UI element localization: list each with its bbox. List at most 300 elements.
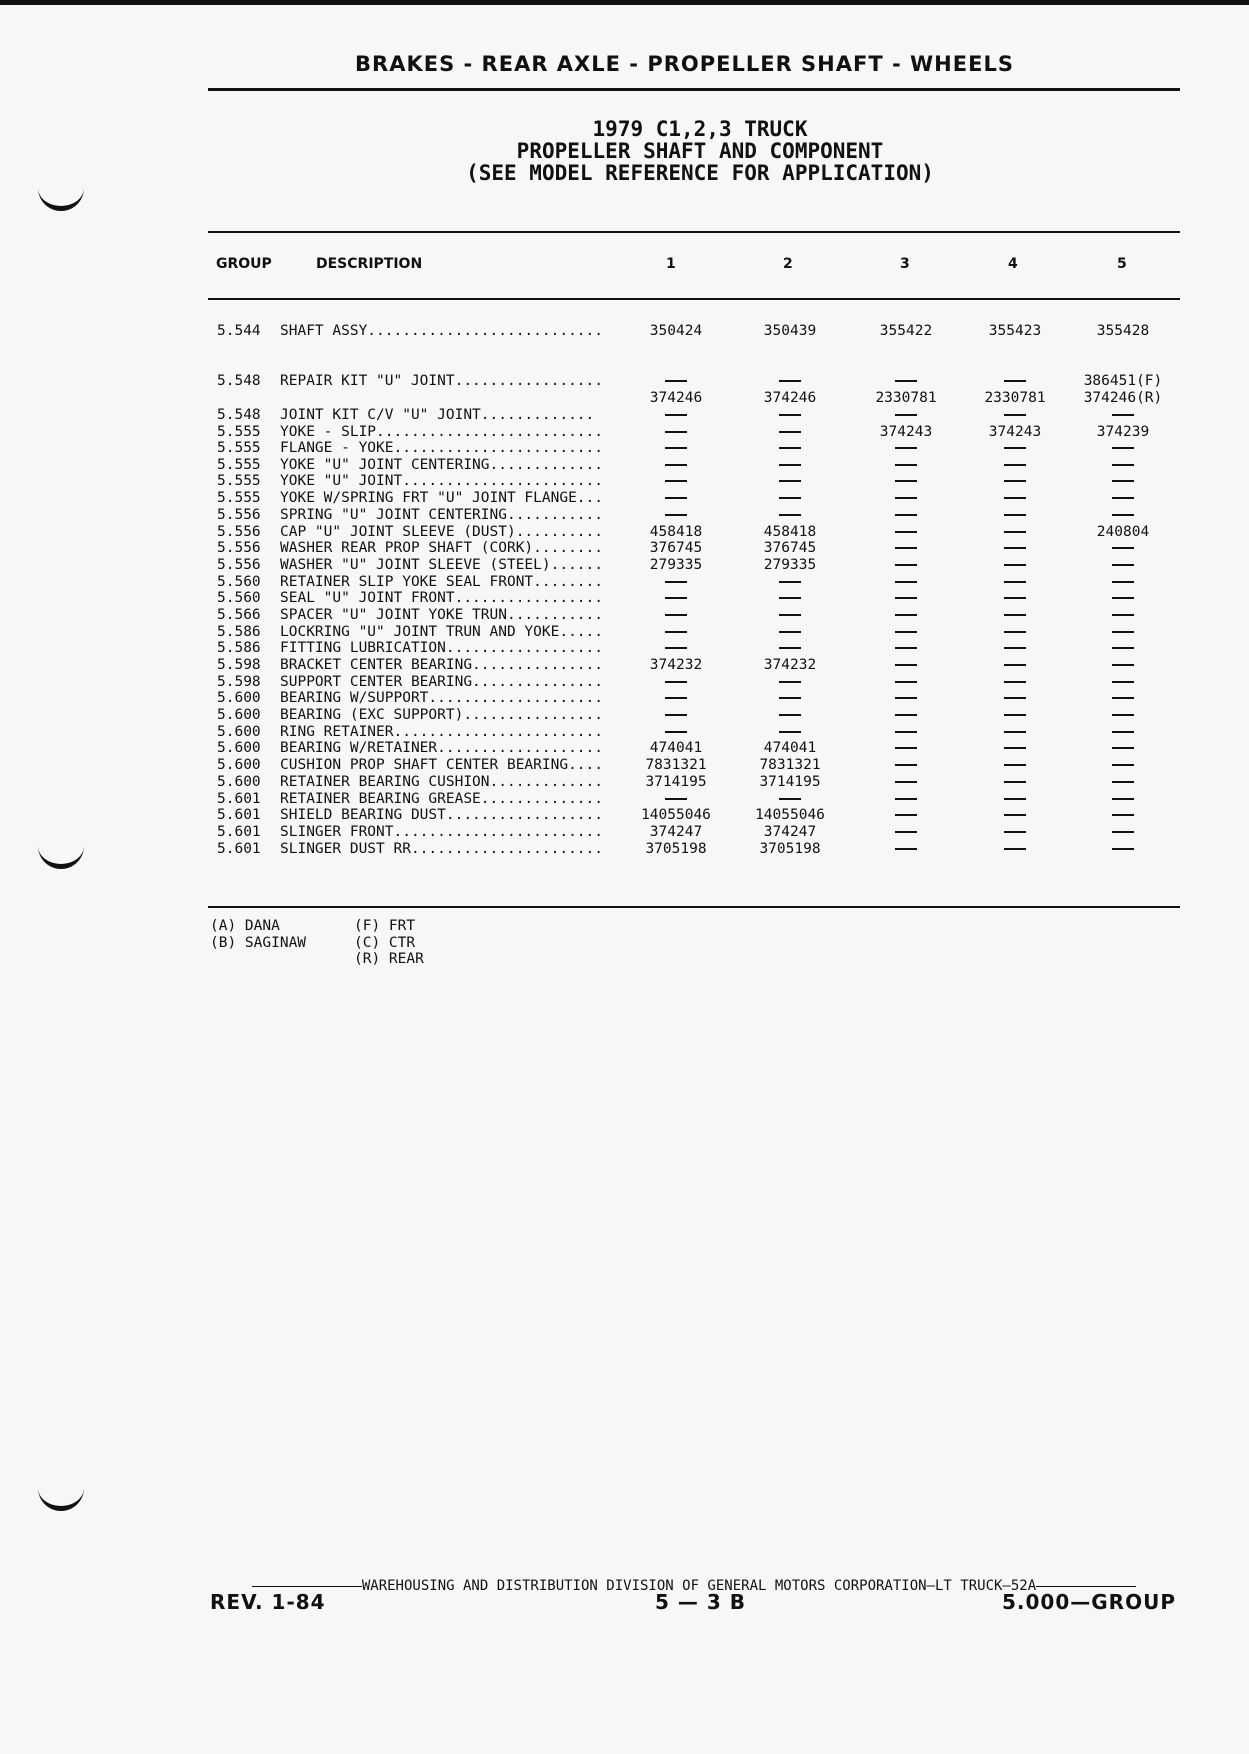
not-applicable-dash: [846, 690, 966, 706]
dash-mark: [1004, 664, 1026, 666]
row-group: 5.556: [217, 524, 261, 540]
row-group: 5.601: [217, 841, 261, 857]
part-number-cell: 458418: [649, 524, 703, 540]
part-number-cell: 2330781: [875, 390, 937, 406]
not-applicable-dash: [616, 724, 736, 740]
note-line: (B) SAGINAW: [210, 934, 307, 951]
dash-mark: [665, 581, 687, 583]
not-applicable-dash: [846, 791, 966, 807]
footer-revision: REV. 1-84: [210, 1590, 326, 1614]
dash-mark: [1112, 547, 1134, 549]
dash-mark: [665, 798, 687, 800]
not-applicable-dash: [846, 457, 966, 473]
row-description: BEARING W/RETAINER...................: [280, 740, 604, 756]
not-applicable-dash: [846, 740, 966, 756]
part-number-cell: 355428: [1096, 323, 1150, 339]
not-applicable-dash: [846, 707, 966, 723]
not-applicable-dash: [1063, 607, 1183, 623]
not-applicable-dash: [846, 490, 966, 506]
dash-mark: [1112, 681, 1134, 683]
not-applicable-dash: [1063, 791, 1183, 807]
not-applicable-dash: [846, 657, 966, 673]
dash-mark: [895, 380, 917, 382]
dash-mark: [1112, 597, 1134, 599]
not-applicable-dash: [730, 473, 850, 489]
row-group: 5.600: [217, 707, 261, 723]
dash-mark: [1004, 747, 1026, 749]
table-row: [0, 690, 1249, 707]
not-applicable-dash: [846, 724, 966, 740]
not-applicable-dash: [616, 473, 736, 489]
dash-mark: [1004, 714, 1026, 716]
dash-mark: [1004, 531, 1026, 533]
row-description: JOINT KIT C/V "U" JOINT.............: [280, 407, 595, 423]
part-number-cell: 279335: [649, 557, 703, 573]
dash-mark: [779, 480, 801, 482]
row-description: SEAL "U" JOINT FRONT.................: [280, 590, 604, 606]
dash-mark: [895, 414, 917, 416]
not-applicable-dash: [846, 507, 966, 523]
dash-mark: [1004, 514, 1026, 516]
part-number-cell: 474041: [649, 740, 703, 756]
row-group: 5.560: [217, 574, 261, 590]
not-applicable-dash: [616, 791, 736, 807]
dash-mark: [895, 581, 917, 583]
not-applicable-dash: [955, 774, 1075, 790]
not-applicable-dash: [955, 507, 1075, 523]
dash-mark: [665, 414, 687, 416]
not-applicable-dash: [846, 407, 966, 423]
part-number-cell: 458418: [763, 524, 817, 540]
dash-mark: [1004, 614, 1026, 616]
dash-mark: [779, 631, 801, 633]
dash-mark: [779, 647, 801, 649]
table-row: [0, 373, 1249, 390]
header-rule: [208, 88, 1180, 91]
dash-mark: [665, 614, 687, 616]
not-applicable-dash: [955, 690, 1075, 706]
dash-mark: [1112, 480, 1134, 482]
row-description: LOCKRING "U" JOINT TRUN AND YOKE.....: [280, 624, 604, 640]
row-description: SHIELD BEARING DUST..................: [280, 807, 604, 823]
part-number-cell: 376745: [649, 540, 703, 556]
not-applicable-dash: [955, 824, 1075, 840]
not-applicable-dash: [846, 540, 966, 556]
row-description: SLINGER DUST RR......................: [280, 841, 604, 857]
part-number-cell: 374246: [763, 390, 817, 406]
note-line: (C) CTR: [354, 934, 416, 951]
not-applicable-dash: [846, 557, 966, 573]
part-number-cell: 279335: [763, 557, 817, 573]
dash-mark: [1004, 547, 1026, 549]
dash-mark: [665, 681, 687, 683]
dash-mark: [779, 681, 801, 683]
column-header-4: 4: [1008, 256, 1018, 272]
dash-mark: [895, 564, 917, 566]
dash-mark: [665, 631, 687, 633]
dash-mark: [1004, 380, 1026, 382]
row-description: CAP "U" JOINT SLEEVE (DUST)..........: [280, 524, 604, 540]
not-applicable-dash: [955, 807, 1075, 823]
dash-mark: [1004, 414, 1026, 416]
row-description: SPACER "U" JOINT YOKE TRUN...........: [280, 607, 604, 623]
dash-mark: [895, 447, 917, 449]
not-applicable-dash: [846, 590, 966, 606]
row-group: 5.555: [217, 490, 261, 506]
row-description: BEARING W/SUPPORT....................: [280, 690, 604, 706]
footer-group: 5.000—GROUP: [1002, 1590, 1176, 1614]
dash-mark: [895, 464, 917, 466]
not-applicable-dash: [616, 607, 736, 623]
table-row: [0, 707, 1249, 724]
row-group: 5.601: [217, 791, 261, 807]
not-applicable-dash: [955, 674, 1075, 690]
part-number-cell: 3714195: [759, 774, 821, 790]
column-header-5: 5: [1117, 256, 1127, 272]
row-group: 5.600: [217, 690, 261, 706]
dash-mark: [779, 581, 801, 583]
dash-mark: [1112, 831, 1134, 833]
row-description: REPAIR KIT "U" JOINT.................: [280, 373, 604, 389]
dash-mark: [895, 547, 917, 549]
not-applicable-dash: [730, 590, 850, 606]
not-applicable-dash: [1063, 440, 1183, 456]
dash-mark: [779, 614, 801, 616]
not-applicable-dash: [955, 707, 1075, 723]
dash-mark: [1112, 564, 1134, 566]
dash-mark: [665, 431, 687, 433]
dash-mark: [1004, 798, 1026, 800]
not-applicable-dash: [955, 457, 1075, 473]
not-applicable-dash: [1063, 657, 1183, 673]
not-applicable-dash: [846, 574, 966, 590]
dash-mark: [1112, 414, 1134, 416]
dash-mark: [895, 514, 917, 516]
dash-mark: [1004, 447, 1026, 449]
dash-mark: [1112, 764, 1134, 766]
part-number-cell: 7831321: [645, 757, 707, 773]
not-applicable-dash: [955, 557, 1075, 573]
table-row: [0, 524, 1249, 541]
table-row: [0, 624, 1249, 641]
not-applicable-dash: [846, 440, 966, 456]
not-applicable-dash: [955, 757, 1075, 773]
not-applicable-dash: [616, 640, 736, 656]
dash-mark: [895, 531, 917, 533]
row-group: 5.555: [217, 440, 261, 456]
not-applicable-dash: [955, 574, 1075, 590]
part-number-cell: 374246: [649, 390, 703, 406]
not-applicable-dash: [846, 373, 966, 389]
row-group: 5.600: [217, 724, 261, 740]
part-number-cell: 350439: [763, 323, 817, 339]
dash-mark: [1112, 714, 1134, 716]
row-group: 5.586: [217, 640, 261, 656]
row-group: 5.566: [217, 607, 261, 623]
row-group: 5.548: [217, 407, 261, 423]
not-applicable-dash: [846, 624, 966, 640]
not-applicable-dash: [955, 657, 1075, 673]
part-number-cell: 3705198: [759, 841, 821, 857]
not-applicable-dash: [730, 607, 850, 623]
row-description: RETAINER BEARING GREASE..............: [280, 791, 604, 807]
not-applicable-dash: [730, 791, 850, 807]
binder-hole-mark: [38, 1480, 84, 1511]
part-number-cell: 14055046: [755, 807, 825, 823]
dash-mark: [1112, 731, 1134, 733]
row-description: CUSHION PROP SHAFT CENTER BEARING....: [280, 757, 604, 773]
table-title-block: [400, 118, 1000, 184]
part-number-cell: 14055046: [641, 807, 711, 823]
part-number-cell: 376745: [763, 540, 817, 556]
not-applicable-dash: [846, 640, 966, 656]
not-applicable-dash: [1063, 490, 1183, 506]
part-number-cell: 3714195: [645, 774, 707, 790]
column-header-description: DESCRIPTION: [316, 256, 423, 272]
row-description: RETAINER SLIP YOKE SEAL FRONT........: [280, 574, 604, 590]
column-header-3: 3: [900, 256, 910, 272]
page-header: BRAKES - REAR AXLE - PROPELLER SHAFT - WHEELS: [355, 52, 1014, 76]
not-applicable-dash: [846, 774, 966, 790]
row-description: YOKE - SLIP..........................: [280, 424, 604, 440]
dash-mark: [665, 464, 687, 466]
dash-mark: [895, 681, 917, 683]
dash-mark: [1112, 464, 1134, 466]
dash-mark: [1004, 480, 1026, 482]
dash-mark: [779, 597, 801, 599]
table-row: [0, 740, 1249, 757]
not-applicable-dash: [616, 590, 736, 606]
not-applicable-dash: [846, 524, 966, 540]
dash-mark: [1004, 781, 1026, 783]
not-applicable-dash: [730, 490, 850, 506]
dash-mark: [665, 480, 687, 482]
row-group: 5.600: [217, 757, 261, 773]
table-row: [0, 457, 1249, 474]
not-applicable-dash: [955, 791, 1075, 807]
part-number-cell: 3705198: [645, 841, 707, 857]
dash-mark: [665, 714, 687, 716]
not-applicable-dash: [955, 540, 1075, 556]
part-number-cell: 240804: [1096, 524, 1150, 540]
not-applicable-dash: [616, 574, 736, 590]
not-applicable-dash: [955, 624, 1075, 640]
dash-mark: [1112, 614, 1134, 616]
dash-mark: [1112, 581, 1134, 583]
row-group: 5.598: [217, 674, 261, 690]
row-description: SLINGER FRONT........................: [280, 824, 604, 840]
not-applicable-dash: [1063, 690, 1183, 706]
not-applicable-dash: [1063, 640, 1183, 656]
top-edge-bar: [0, 0, 1249, 5]
table-row: [0, 574, 1249, 591]
title-line-2: PROPELLER SHAFT AND COMPONENT: [516, 139, 884, 163]
not-applicable-dash: [846, 824, 966, 840]
table-row: [0, 407, 1249, 424]
row-group: 5.555: [217, 457, 261, 473]
dash-mark: [1112, 697, 1134, 699]
not-applicable-dash: [1063, 757, 1183, 773]
row-description: FLANGE - YOKE........................: [280, 440, 604, 456]
dash-mark: [895, 497, 917, 499]
not-applicable-dash: [1063, 407, 1183, 423]
part-number-cell: 386451(F): [1083, 373, 1163, 389]
not-applicable-dash: [955, 640, 1075, 656]
dash-mark: [665, 514, 687, 516]
not-applicable-dash: [730, 674, 850, 690]
not-applicable-dash: [730, 724, 850, 740]
dash-mark: [895, 747, 917, 749]
not-applicable-dash: [955, 841, 1075, 857]
dash-mark: [1004, 831, 1026, 833]
dash-mark: [895, 647, 917, 649]
not-applicable-dash: [955, 524, 1075, 540]
dash-mark: [895, 480, 917, 482]
table-row: [0, 424, 1249, 441]
not-applicable-dash: [730, 507, 850, 523]
not-applicable-dash: [616, 707, 736, 723]
row-group: 5.548: [217, 373, 261, 389]
dash-mark: [1112, 798, 1134, 800]
dash-mark: [1112, 447, 1134, 449]
part-number-cell: 374243: [988, 424, 1042, 440]
not-applicable-dash: [846, 607, 966, 623]
dash-mark: [895, 848, 917, 850]
part-number-cell: 374247: [763, 824, 817, 840]
dash-mark: [1004, 697, 1026, 699]
dash-mark: [895, 781, 917, 783]
table-row: [0, 757, 1249, 774]
table-row: [0, 807, 1249, 824]
column-header-1: 1: [666, 256, 676, 272]
dash-mark: [1112, 747, 1134, 749]
dash-mark: [779, 431, 801, 433]
row-description: RETAINER BEARING CUSHION.............: [280, 774, 604, 790]
dash-mark: [1004, 681, 1026, 683]
notes-left: [210, 918, 306, 951]
table-row: [0, 724, 1249, 741]
table-row: [0, 557, 1249, 574]
part-number-cell: 374239: [1096, 424, 1150, 440]
not-applicable-dash: [1063, 574, 1183, 590]
not-applicable-dash: [1063, 707, 1183, 723]
dash-mark: [895, 814, 917, 816]
row-group: 5.555: [217, 424, 261, 440]
dash-mark: [779, 497, 801, 499]
dash-mark: [1112, 514, 1134, 516]
dash-mark: [1112, 814, 1134, 816]
row-group: 5.556: [217, 540, 261, 556]
row-description: SUPPORT CENTER BEARING...............: [280, 674, 604, 690]
dash-mark: [779, 697, 801, 699]
not-applicable-dash: [846, 473, 966, 489]
not-applicable-dash: [1063, 724, 1183, 740]
dash-mark: [1112, 631, 1134, 633]
binder-hole-mark: [38, 180, 84, 211]
not-applicable-dash: [1063, 740, 1183, 756]
row-description: BRACKET CENTER BEARING...............: [280, 657, 604, 673]
not-applicable-dash: [1063, 624, 1183, 640]
dash-mark: [1004, 564, 1026, 566]
dash-mark: [895, 798, 917, 800]
table-row: [0, 640, 1249, 657]
not-applicable-dash: [730, 407, 850, 423]
column-header-group: GROUP: [216, 256, 272, 272]
not-applicable-dash: [730, 640, 850, 656]
table-row: [0, 674, 1249, 691]
part-number-cell: 374247: [649, 824, 703, 840]
not-applicable-dash: [955, 373, 1075, 389]
header-bottom-rule: [208, 298, 1180, 300]
not-applicable-dash: [955, 473, 1075, 489]
not-applicable-dash: [616, 490, 736, 506]
part-number-cell: 355422: [879, 323, 933, 339]
not-applicable-dash: [955, 440, 1075, 456]
table-row: [0, 657, 1249, 674]
table-top-rule: [208, 231, 1180, 233]
not-applicable-dash: [846, 841, 966, 857]
dash-mark: [665, 597, 687, 599]
footer-division-text: WAREHOUSING AND DISTRIBUTION DIVISION OF GENERAL MOTORS CORPORATION—LT TRUCK—52A: [361, 1578, 1037, 1594]
row-group: 5.600: [217, 740, 261, 756]
note-line: (R) REAR: [354, 951, 424, 967]
table-row: [0, 323, 1249, 340]
row-group: 5.544: [217, 323, 261, 339]
dash-mark: [779, 414, 801, 416]
row-description: RING RETAINER........................: [280, 724, 604, 740]
not-applicable-dash: [1063, 557, 1183, 573]
row-description: YOKE "U" JOINT.......................: [280, 473, 604, 489]
not-applicable-dash: [1063, 507, 1183, 523]
dash-mark: [895, 597, 917, 599]
dash-mark: [665, 447, 687, 449]
not-applicable-dash: [1063, 674, 1183, 690]
title-line-3: (SEE MODEL REFERENCE FOR APPLICATION): [466, 161, 934, 185]
row-description: FITTING LUBRICATION..................: [280, 640, 604, 656]
dash-mark: [1004, 814, 1026, 816]
dash-mark: [665, 647, 687, 649]
dash-mark: [895, 614, 917, 616]
table-row: [0, 390, 1249, 407]
dash-mark: [779, 380, 801, 382]
note-line: (F) FRT: [354, 918, 416, 934]
not-applicable-dash: [616, 407, 736, 423]
not-applicable-dash: [955, 490, 1075, 506]
dash-mark: [895, 764, 917, 766]
not-applicable-dash: [616, 690, 736, 706]
dash-mark: [665, 380, 687, 382]
not-applicable-dash: [1063, 457, 1183, 473]
dash-mark: [1004, 848, 1026, 850]
part-number-cell: 355423: [988, 323, 1042, 339]
dash-mark: [779, 464, 801, 466]
dash-mark: [895, 664, 917, 666]
table-row: [0, 841, 1249, 858]
not-applicable-dash: [730, 690, 850, 706]
dash-mark: [779, 731, 801, 733]
column-header-2: 2: [783, 256, 793, 272]
dash-mark: [895, 731, 917, 733]
not-applicable-dash: [1063, 590, 1183, 606]
part-number-cell: 2330781: [984, 390, 1046, 406]
not-applicable-dash: [730, 440, 850, 456]
row-group: 5.598: [217, 657, 261, 673]
row-group: 5.556: [217, 557, 261, 573]
table-row: [0, 607, 1249, 624]
not-applicable-dash: [730, 373, 850, 389]
part-number-cell: 374243: [879, 424, 933, 440]
dash-mark: [779, 514, 801, 516]
